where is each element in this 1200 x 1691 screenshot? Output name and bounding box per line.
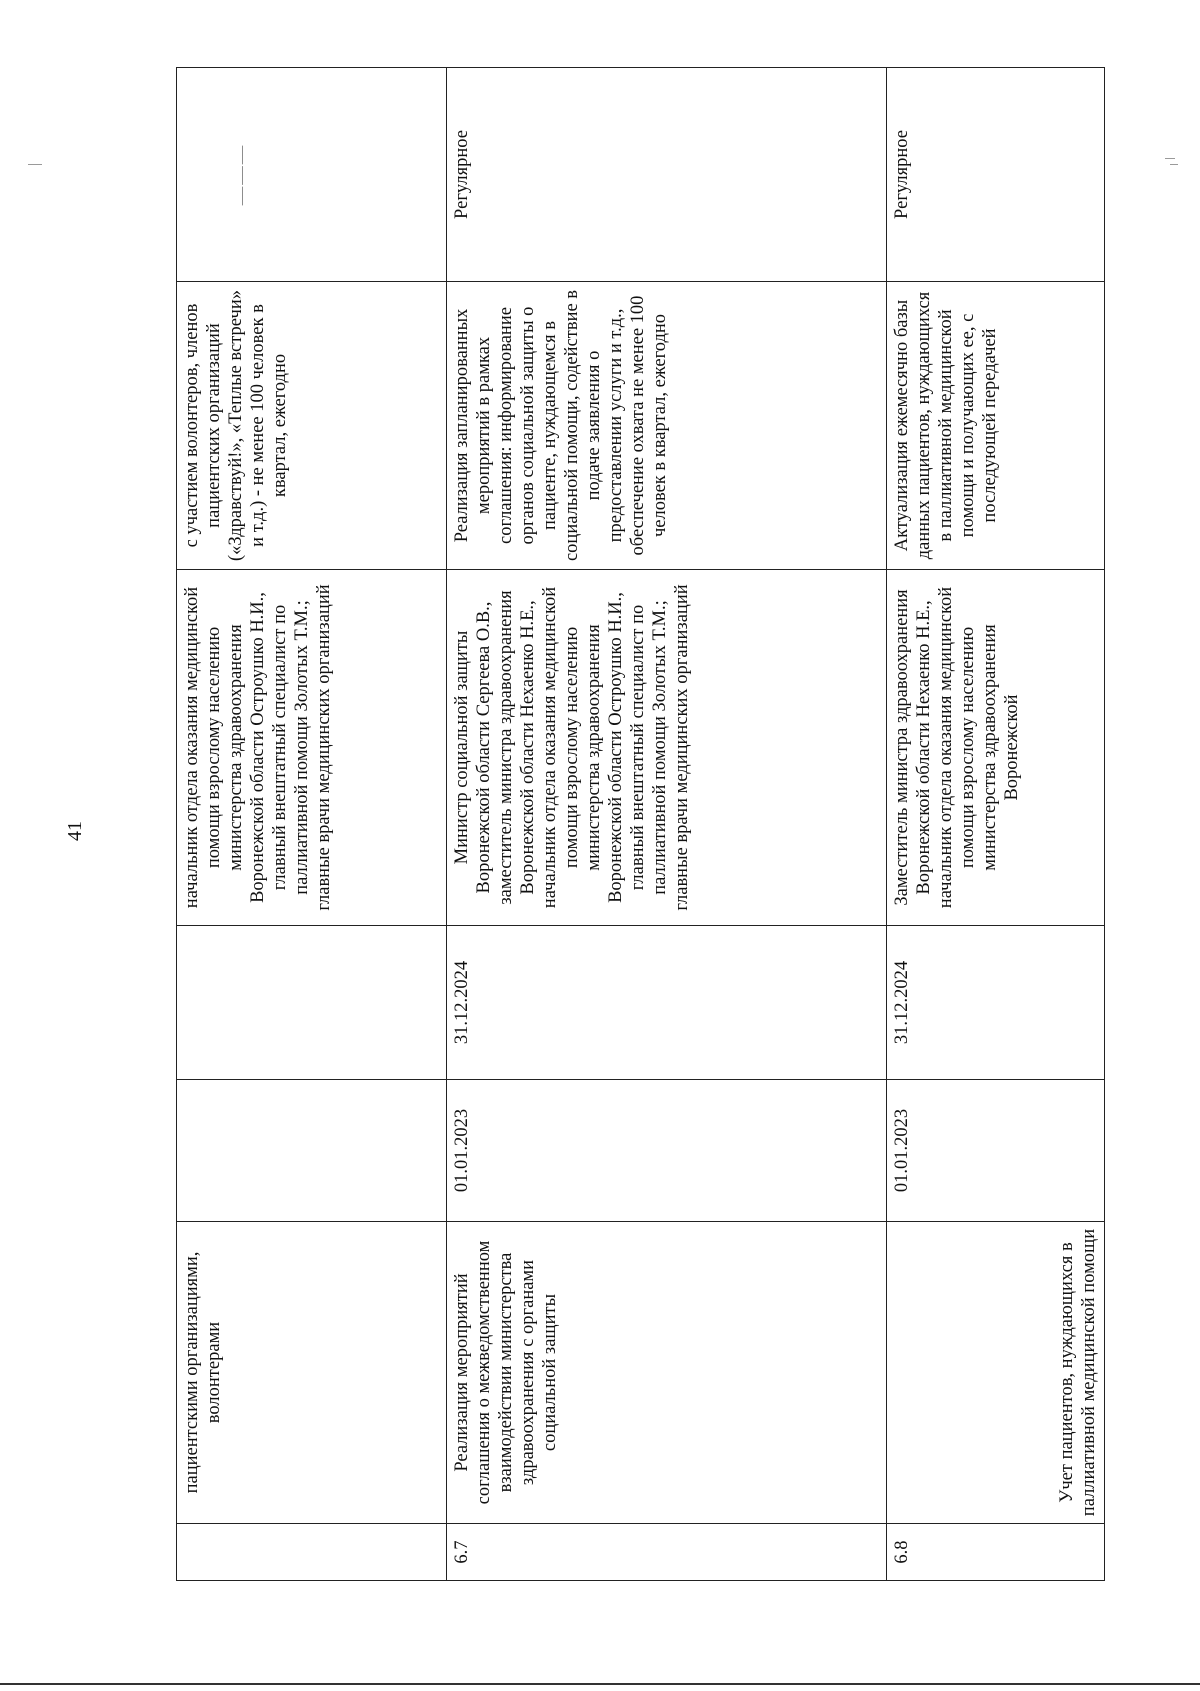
table-row: [887, 68, 1105, 1581]
event-cell: Реализация мероприятий соглашения о межведомственном взаимодействии министерства здравоохранения с органами социальной защиты: [447, 1222, 887, 1524]
scan-mark: [28, 164, 42, 165]
frequency-cell: Регулярное: [447, 68, 887, 282]
responsible-cell: начальник отдела оказания медицинской помощи взрослому населению министерства здравоохранения Воронежской области Остроушко Н.И., главный внештатный специалист по паллиативной помощи Золотых Т.М.; главные врачи медицинских организаций: [177, 570, 447, 926]
table-row: [447, 68, 887, 1581]
start-date-cell: [177, 1080, 447, 1222]
result-cell: с участием волонтеров, членов пациентских организаций («Здравствуй!», «Теплые встречи» и т.д.) - не менее 100 человек в квартал, ежегодно: [177, 282, 447, 570]
row-number: 6.8: [887, 1524, 1105, 1581]
frequency-cell: Регулярное: [887, 68, 1105, 282]
plan-table: [176, 68, 1104, 1581]
responsible-cell: Министр социальной защиты Воронежской области Сергеева О.В., заместитель министра здравоохранения Воронежской области Нехаенко Н.Е., начальник отдела оказания медицинской помощи взрослому населению министерства здравоохранения Воронежской области Остроушко Н.И., главный внештатный специалист по паллиативной помощи Золотых Т.М.; главные врачи медицинских организаций: [447, 570, 887, 926]
end-date-cell: [177, 926, 447, 1080]
scan-mark: [1170, 164, 1178, 165]
event-cell: пациентскими организациями, волонтерами: [177, 1222, 447, 1524]
page-number: 41: [64, 821, 86, 841]
end-date-cell: 31.12.2024: [887, 926, 1105, 1080]
bottom-border-line: [0, 1683, 1200, 1685]
row-number: [177, 1524, 447, 1581]
end-date-cell: 31.12.2024: [447, 926, 887, 1080]
frequency-cell: [177, 68, 447, 282]
start-date-cell: 01.01.2023: [447, 1080, 887, 1222]
activities-table: [176, 67, 1105, 1581]
row-number: 6.7: [447, 1524, 887, 1581]
rotated-table-container: [176, 68, 1104, 1581]
start-date-cell: 01.01.2023: [887, 1080, 1105, 1222]
scan-mark: [1165, 158, 1175, 159]
table-row: [177, 68, 447, 1581]
empty-dash: ———: [232, 143, 252, 206]
result-cell: Актуализация ежемесячно базы данных пациентов, нуждающихся в паллиативной медицинской помощи и получающих ее, с последующей передачей: [887, 282, 1105, 570]
result-cell: Реализация запланированных мероприятий в рамках соглашения: информирование органов социальной защиты о пациенте, нуждающемся в социальной помощи, содействие в подаче заявления о предоставлении услуги и т.д., обеспечение охвата не менее 100 человек в квартал, ежегодно: [447, 282, 887, 570]
event-cell: Учет пациентов, нуждающихся в паллиативной медицинской помощи: [887, 1222, 1105, 1524]
responsible-cell: Заместитель министра здравоохранения Воронежской области Нехаенко Н.Е., начальник отдела оказания медицинской помощи взрослому населению министерства здравоохранения Воронежской: [887, 570, 1105, 926]
